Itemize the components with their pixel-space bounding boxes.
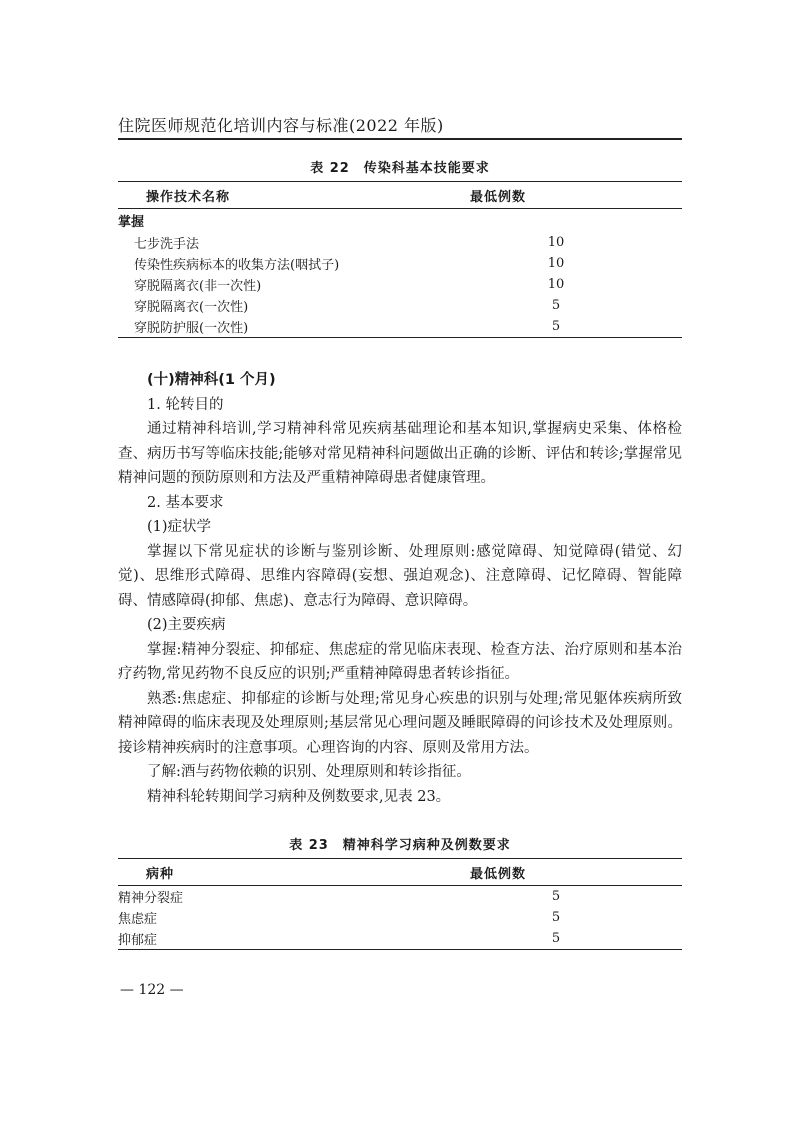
subheading-symptoms: (1)症状学: [147, 519, 212, 535]
page-number: — 122 —: [120, 982, 184, 998]
table22-col-count: 最低例数: [470, 182, 682, 209]
paragraph-symptoms: 掌握以下常见症状的诊断与鉴别诊断、处理原则:感觉障碍、知觉障碍(错觉、幻觉)、思维形式障碍、思维内容障碍(妄想、强迫观念)、注意障碍、记忆障碍、智能障碍、情感障碍(抑郁、焦虑)、意志行为障碍、意识障碍。: [118, 543, 682, 609]
table-row: [118, 316, 682, 338]
table-row: [118, 232, 682, 253]
table22-row-count: 5: [470, 316, 682, 338]
table-row: [118, 928, 682, 950]
section-heading: (十)精神科(1 个月): [147, 372, 276, 388]
table22-col-name: 操作技术名称: [118, 182, 470, 209]
running-header: 住院医师规范化培训内容与标准(2022 年版): [118, 116, 444, 135]
table23-row-count: 5: [470, 928, 682, 950]
subheading-purpose: 1. 轮转目的: [147, 396, 224, 413]
table22-row-name: 穿脱防护服(一次性): [118, 316, 470, 338]
table22: [118, 181, 682, 338]
table22-row-count: 10: [547, 277, 565, 292]
table23-col-count: 最低例数: [470, 859, 682, 886]
table22-row-name: 传染性疾病标本的收集方法(咽拭子): [134, 258, 340, 273]
table22-group-label: 掌握: [118, 215, 145, 230]
paragraph-master: 掌握:精神分裂症、抑郁症、焦虑症的常见临床表现、检查方法、治疗原则和基本治疗药物,常见药物不良反应的识别;严重精神障碍患者转诊指征。: [118, 641, 682, 682]
section-body: [118, 368, 682, 809]
table23-row-count: 5: [551, 910, 561, 925]
subheading-diseases: (2)主要疾病: [147, 617, 226, 633]
table23-header-row: [118, 859, 682, 886]
table22-row-count: 5: [551, 298, 561, 313]
paragraph-understand: 了解:酒与药物依赖的识别、处理原则和转诊指征。: [147, 764, 471, 780]
table23-caption: 表 23 精神科学习病种及例数要求: [289, 838, 511, 853]
table-row: [118, 886, 682, 908]
table-row: [118, 253, 682, 274]
table22-row-name: 七步洗手法: [134, 237, 200, 252]
table-row: [118, 295, 682, 316]
table23-row-count: 5: [551, 889, 561, 904]
paragraph-reference: 精神科轮转期间学习病种及例数要求,见表 23。: [147, 788, 451, 805]
table23-row-name: 抑郁症: [118, 928, 470, 950]
table22-caption: 表 22 传染科基本技能要求: [310, 161, 490, 176]
table22-row-name: 穿脱隔离衣(一次性): [134, 300, 249, 315]
table23-row-name: 焦虑症: [118, 912, 158, 927]
table-row: [118, 274, 682, 295]
header-rule: [118, 138, 682, 140]
table-row: [118, 907, 682, 928]
paragraph-purpose: 通过精神科培训,学习精神科常见疾病基础理论和基本知识,掌握病史采集、体格检查、病历书写等临床技能;能够对常见精神科问题做出正确的诊断、评估和转诊;掌握常见精神问题的预防原则和方法及严重精神障碍患者健康管理。: [118, 421, 682, 486]
table22-header-row: [118, 182, 682, 209]
table23-row-name: 精神分裂症: [118, 891, 184, 906]
table23-col-name: 病种: [118, 859, 470, 886]
table22-row-name: 穿脱隔离衣(非一次性): [134, 279, 262, 294]
table22-row-count: 10: [547, 256, 565, 271]
table22-row-count: 10: [547, 235, 565, 250]
paragraph-familiar: 熟悉:焦虑症、抑郁症的诊断与处理;常见身心疾患的识别与处理;常见躯体疾病所致精神障碍的临床表现及处理原则;基层常见心理问题及睡眠障碍的问诊技术及处理原则。接诊精神疾病时的注意事项。心理咨询的内容、原则及常用方法。: [118, 690, 682, 756]
table23: [118, 858, 682, 950]
subheading-requirements: 2. 基本要求: [147, 494, 224, 511]
table22-group-row: [118, 209, 682, 233]
